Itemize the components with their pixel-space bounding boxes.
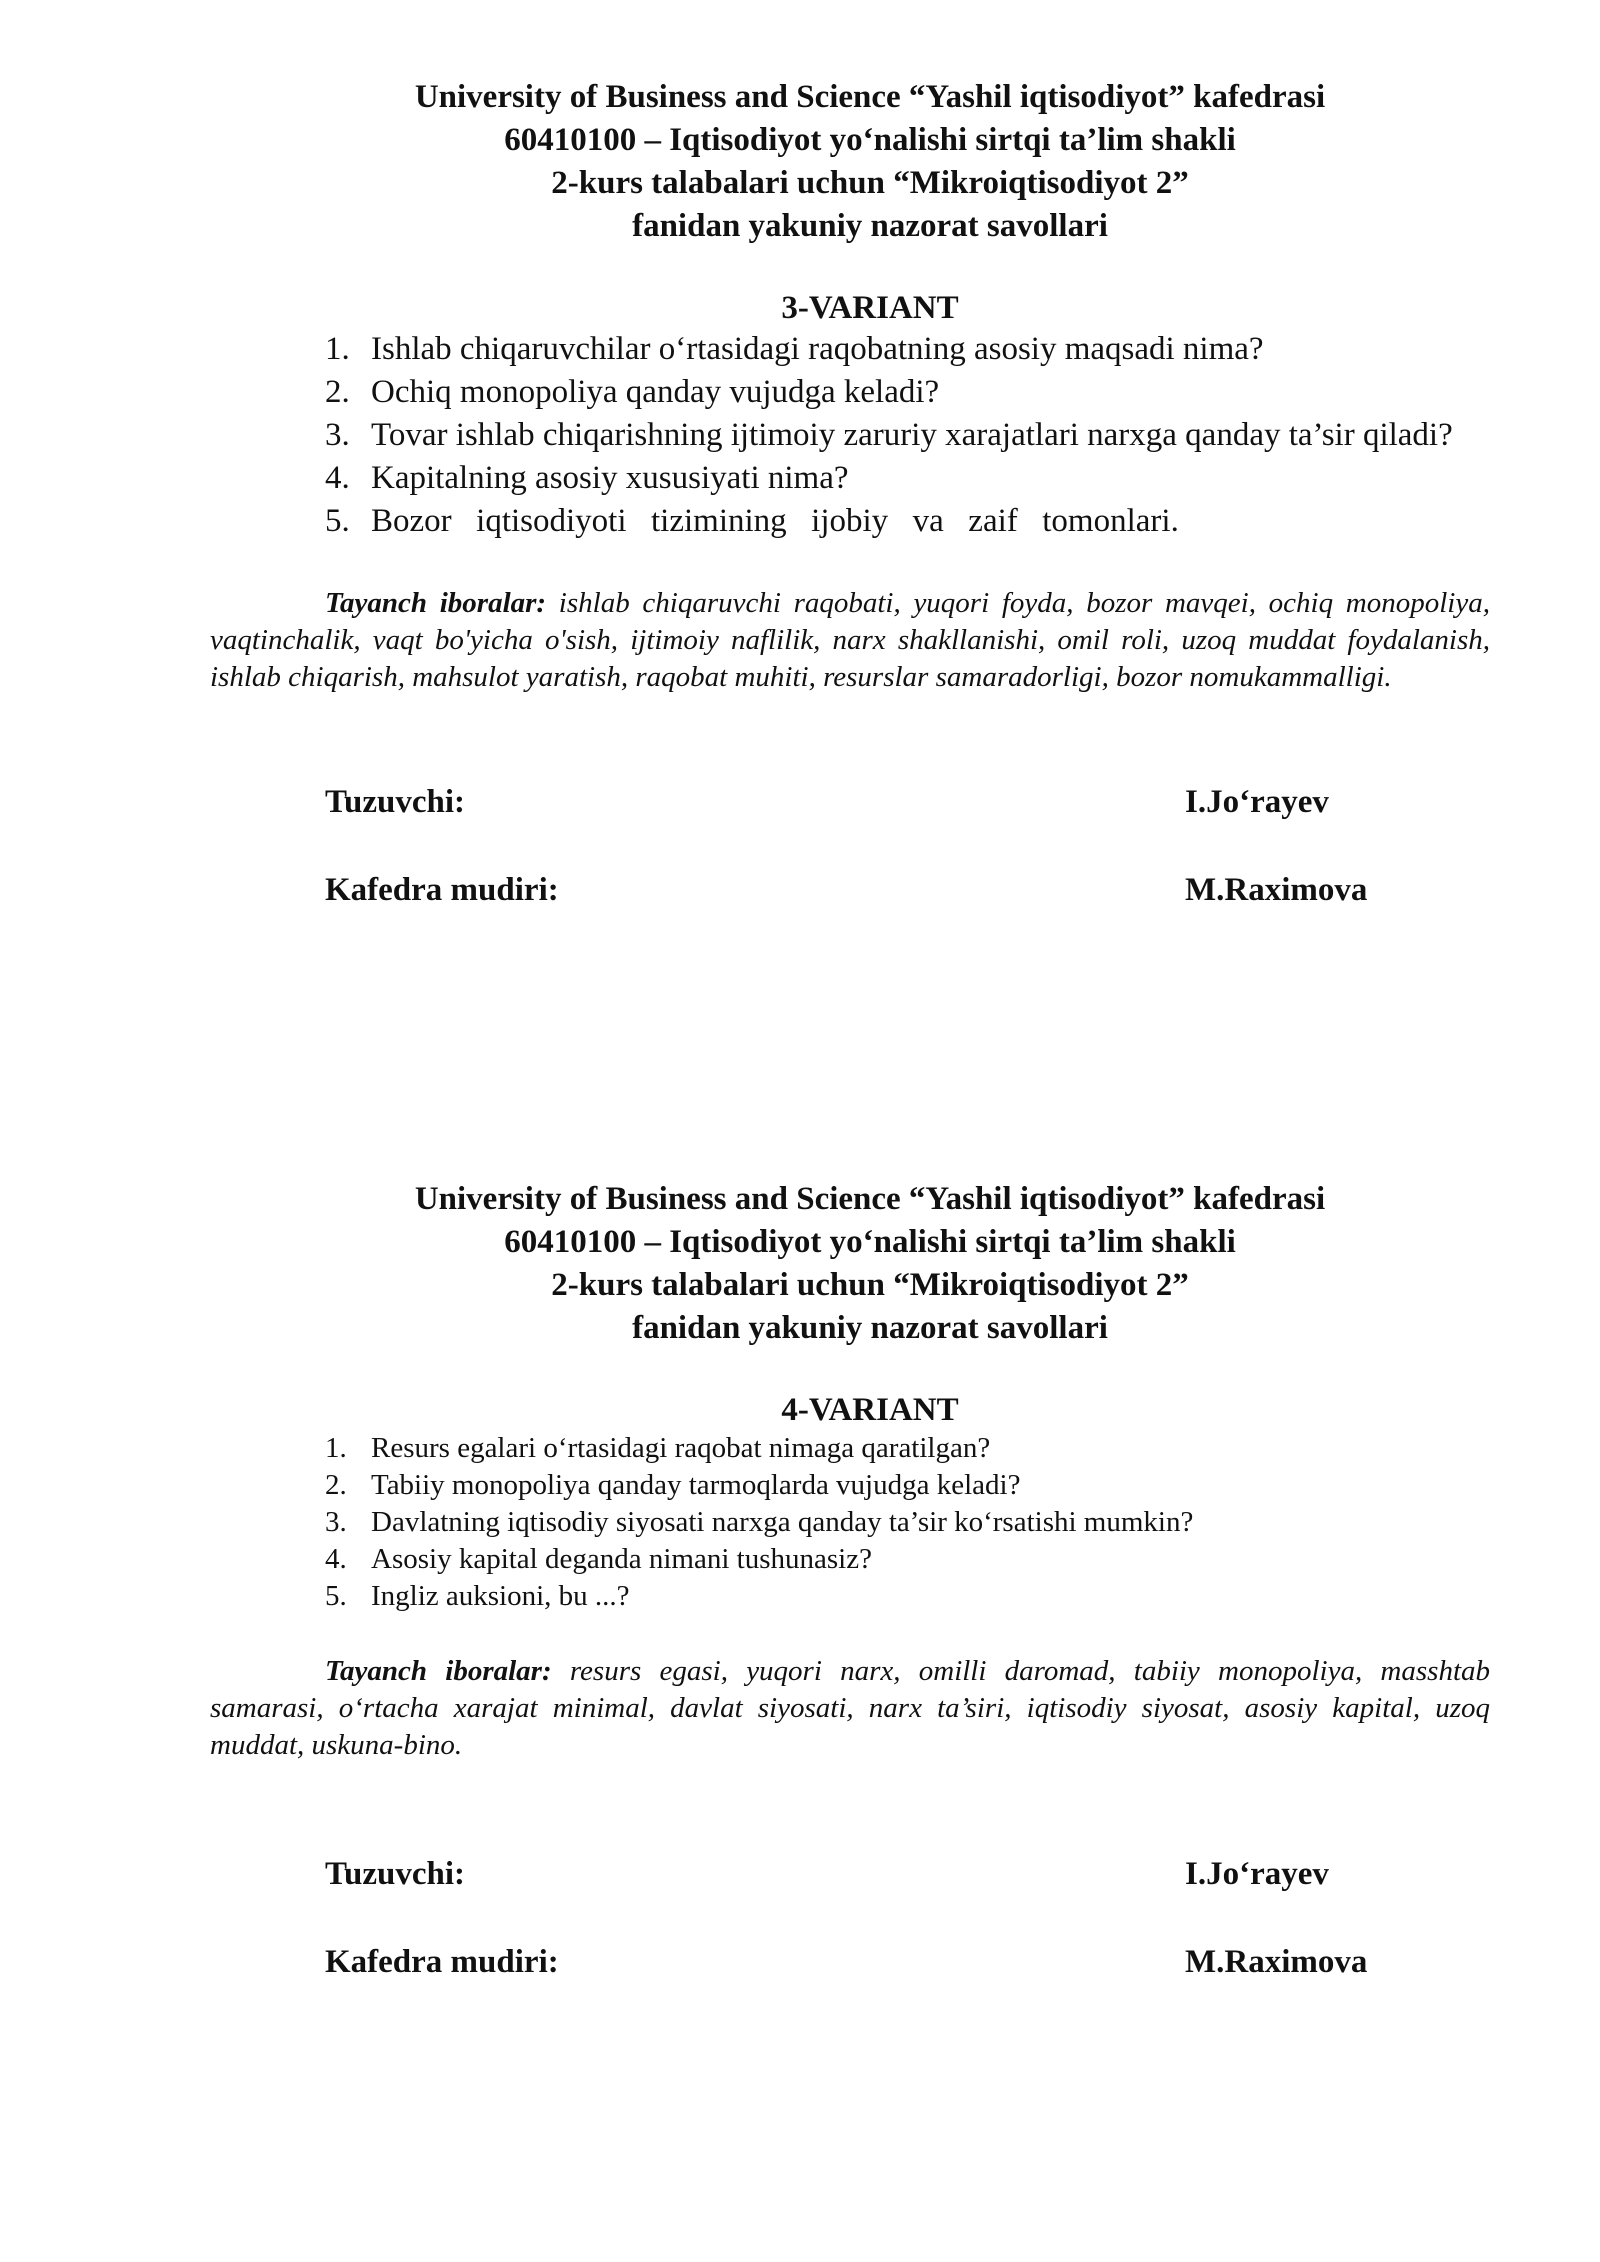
signature-row-compiler bbox=[210, 1852, 1490, 1896]
question-number: 2. bbox=[325, 374, 350, 410]
variant-title: 3-VARIANT bbox=[781, 290, 959, 326]
signature-row-head bbox=[210, 868, 1490, 912]
question-text: Davlatning iqtisodiy siyosati narxga qanday ta’sir ko‘rsatishi mumkin? bbox=[371, 1506, 1194, 1538]
question-number: 3. bbox=[325, 1506, 347, 1538]
question-number: 2. bbox=[325, 1469, 347, 1501]
head-name: M.Raximova bbox=[1185, 1944, 1368, 1980]
header-line-subject: fanidan yakuniy nazorat savollari bbox=[632, 1310, 1108, 1346]
header-line-subject: fanidan yakuniy nazorat savollari bbox=[632, 208, 1108, 244]
keywords-label: Tayanch iboralar: bbox=[325, 587, 547, 619]
question-item bbox=[325, 1504, 1515, 1541]
header-line-university: University of Business and Science “Yashil iqtisodiyot” kafedrasi bbox=[414, 79, 1326, 115]
question-item bbox=[325, 1578, 1515, 1615]
question-number: 1. bbox=[325, 1432, 347, 1464]
header-line-course: 2-kurs talabalari uchun “Mikroiqtisodiyot 2” bbox=[551, 165, 1189, 201]
compiler-label: Tuzuvchi: bbox=[325, 784, 465, 820]
question-number: 4. bbox=[325, 460, 350, 496]
variant-title: 4-VARIANT bbox=[781, 1392, 959, 1428]
question-item bbox=[325, 414, 1515, 457]
question-list bbox=[325, 1430, 1515, 1615]
question-number: 4. bbox=[325, 1543, 347, 1575]
question-text: Kapitalning asosiy xususiyati nima? bbox=[371, 460, 849, 496]
question-number: 5. bbox=[325, 1580, 347, 1612]
signature-row-head bbox=[210, 1940, 1490, 1984]
head-label: Kafedra mudiri: bbox=[325, 1944, 559, 1980]
head-label: Kafedra mudiri: bbox=[325, 872, 559, 908]
keywords-paragraph bbox=[210, 1653, 1490, 1764]
exam-section-variant-4 bbox=[210, 1178, 1490, 1984]
keywords-text: ishlab chiqaruvchi raqobati, yuqori foyda, bozor mavqei, ochiq monopoliya, vaqtinchalik, vaqt bo'yicha o'sish, ijtimoiy naflilik, narx shakllanishi, omil roli, uzoq muddat foydalanish, ishlab chiqarish, mahsulot yaratish, raqobat muhiti, resurslar samaradorligi, bozor nomukammalligi. bbox=[210, 587, 1490, 693]
question-item bbox=[325, 1467, 1515, 1504]
question-list bbox=[325, 328, 1515, 543]
question-text: Tabiiy monopoliya qanday tarmoqlarda vujudga keladi? bbox=[371, 1469, 1021, 1501]
section-header bbox=[210, 76, 1490, 248]
header-line-university: University of Business and Science “Yashil iqtisodiyot” kafedrasi bbox=[414, 1181, 1326, 1217]
question-item bbox=[325, 500, 1515, 543]
section-header bbox=[210, 1178, 1490, 1350]
head-name: M.Raximova bbox=[1185, 872, 1368, 908]
compiler-name: I.Jo‘rayev bbox=[1185, 1856, 1329, 1892]
question-text: Ochiq monopoliya qanday vujudga keladi? bbox=[371, 374, 940, 410]
signature-row-compiler bbox=[210, 780, 1490, 824]
compiler-label: Tuzuvchi: bbox=[325, 1856, 465, 1892]
question-item bbox=[325, 1430, 1515, 1467]
question-item bbox=[325, 457, 1515, 500]
header-line-course: 2-kurs talabalari uchun “Mikroiqtisodiyot 2” bbox=[551, 1267, 1189, 1303]
question-text: Bozor iqtisodiyoti tizimining ijobiy va zaif tomonlari. bbox=[371, 503, 1179, 539]
question-text: Asosiy kapital deganda nimani tushunasiz? bbox=[371, 1543, 872, 1575]
question-text: Ingliz auksioni, bu ...? bbox=[371, 1580, 630, 1612]
question-number: 5. bbox=[325, 503, 350, 539]
question-text: Ishlab chiqaruvchilar o‘rtasidagi raqobatning asosiy maqsadi nima? bbox=[371, 331, 1264, 367]
question-text: Tovar ishlab chiqarishning ijtimoiy zaruriy xarajatlari narxga qanday ta’sir qiladi? bbox=[371, 417, 1453, 453]
keywords-text: resurs egasi, yuqori narx, omilli daromad, tabiiy monopoliya, masshtab samarasi, o‘rtacha xarajat minimal, davlat siyosati, narx ta’siri, iqtisodiy siyosat, asosiy kapital, uzoq muddat, uskuna-bino. bbox=[210, 1655, 1490, 1761]
question-number: 3. bbox=[325, 417, 350, 453]
keywords-label: Tayanch iboralar: bbox=[325, 1655, 552, 1687]
question-text: Resurs egalari o‘rtasidagi raqobat nimaga qaratilgan? bbox=[371, 1432, 991, 1464]
keywords-paragraph bbox=[210, 585, 1490, 696]
question-item bbox=[325, 371, 1515, 414]
header-line-program: 60410100 – Iqtisodiyot yo‘nalishi sirtqi ta’lim shakli bbox=[504, 1224, 1236, 1260]
compiler-name: I.Jo‘rayev bbox=[1185, 784, 1329, 820]
question-number: 1. bbox=[325, 331, 350, 367]
question-item bbox=[325, 328, 1515, 371]
exam-section-variant-3 bbox=[210, 76, 1490, 912]
question-item bbox=[325, 1541, 1515, 1578]
header-line-program: 60410100 – Iqtisodiyot yo‘nalishi sirtqi ta’lim shakli bbox=[504, 122, 1236, 158]
